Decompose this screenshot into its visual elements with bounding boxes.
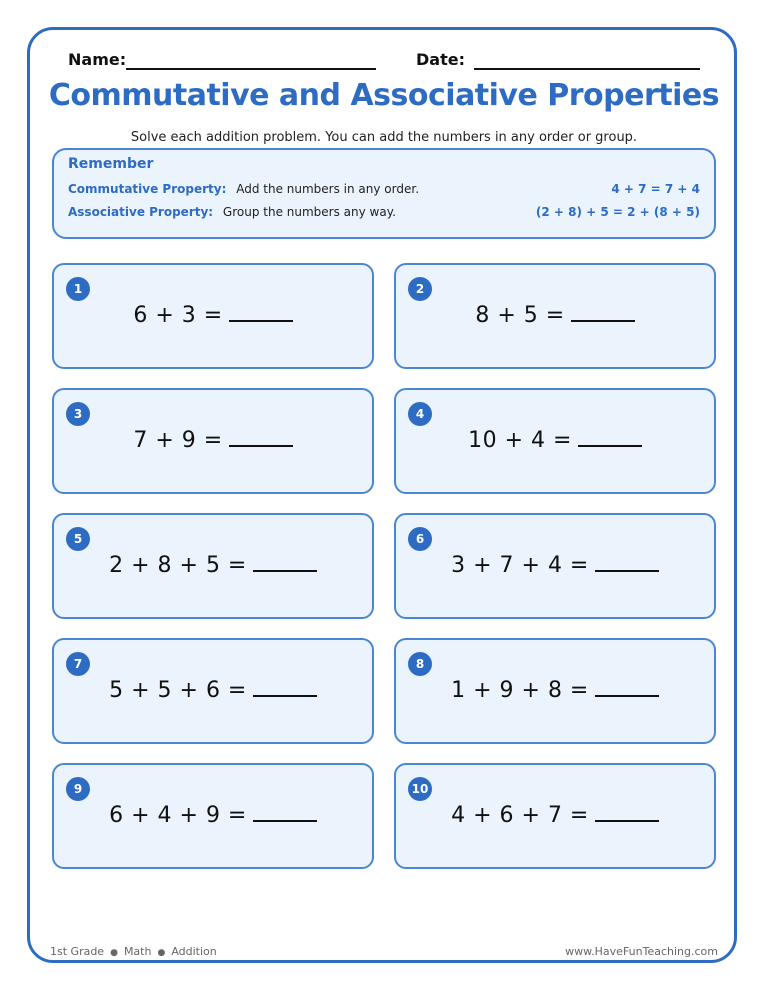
problem-card-4 [394,388,716,494]
associative-property-row [68,205,396,219]
header-row [68,48,708,74]
answer-blank[interactable] [253,569,317,572]
associative-property-name: Associative Property: [68,205,214,219]
answer-blank[interactable] [578,444,642,447]
footer-website[interactable]: www.HaveFunTeaching.com [565,945,718,958]
answer-blank[interactable] [253,694,317,697]
problem-card-7 [52,638,374,744]
answer-blank[interactable] [253,819,317,822]
problem-number-badge: 10 [408,777,432,801]
answer-blank[interactable] [571,319,635,322]
bullet-icon: ● [110,948,118,958]
name-label: Name: [68,50,127,69]
problem-card-3 [52,388,374,494]
problem-card-9 [52,763,374,869]
date-label: Date: [416,50,465,69]
problem-number-badge: 7 [66,652,90,676]
remember-title: Remember [68,156,154,172]
problem-equation: 6 + 4 + 9 = [54,803,372,828]
problem-equation: 3 + 7 + 4 = [396,553,714,578]
problem-card-2 [394,263,716,369]
associative-property-example: (2 + 8) + 5 = 2 + (8 + 5) [535,205,700,219]
problem-number-badge: 6 [408,527,432,551]
commutative-property-example: 4 + 7 = 7 + 4 [611,182,700,196]
footer-topic: Addition [171,945,217,958]
problem-card-5 [52,513,374,619]
worksheet-title: Commutative and Associative Properties [48,78,720,113]
name-input-line[interactable] [126,68,376,70]
problem-equation: 4 + 6 + 7 = [396,803,714,828]
commutative-property-description: Add the numbers in any order. [236,182,420,196]
problem-equation: 2 + 8 + 5 = [54,553,372,578]
problem-equation: 6 + 3 = [54,303,372,328]
problem-card-8 [394,638,716,744]
footer-subject: Math [123,945,152,958]
answer-blank[interactable] [595,569,659,572]
answer-blank[interactable] [595,694,659,697]
remember-box [52,148,716,239]
problem-number-badge: 3 [66,402,90,426]
date-input-line[interactable] [474,68,700,70]
commutative-property-row [68,182,419,196]
problem-equation: 5 + 5 + 6 = [54,678,372,703]
problem-number-badge: 4 [408,402,432,426]
problem-number-badge: 2 [408,277,432,301]
answer-blank[interactable] [229,444,293,447]
answer-blank[interactable] [595,819,659,822]
associative-property-description: Group the numbers any way. [222,205,396,219]
instructions: Solve each addition problem. You can add the numbers in any order or group. [130,130,638,145]
problem-equation: 8 + 5 = [396,303,714,328]
problem-number-badge: 1 [66,277,90,301]
problem-equation: 10 + 4 = [396,428,714,453]
footer-tags [50,945,217,958]
bullet-icon: ● [157,948,166,958]
problem-equation: 7 + 9 = [54,428,372,453]
problem-equation: 1 + 9 + 8 = [396,678,714,703]
problem-number-badge: 9 [66,777,90,801]
problem-card-1 [52,263,374,369]
commutative-property-name: Commutative Property: [68,182,227,196]
problem-number-badge: 8 [408,652,432,676]
problem-number-badge: 5 [66,527,90,551]
answer-blank[interactable] [229,319,293,322]
footer-grade: 1st Grade [50,945,105,958]
problem-card-10 [394,763,716,869]
problem-card-6 [394,513,716,619]
